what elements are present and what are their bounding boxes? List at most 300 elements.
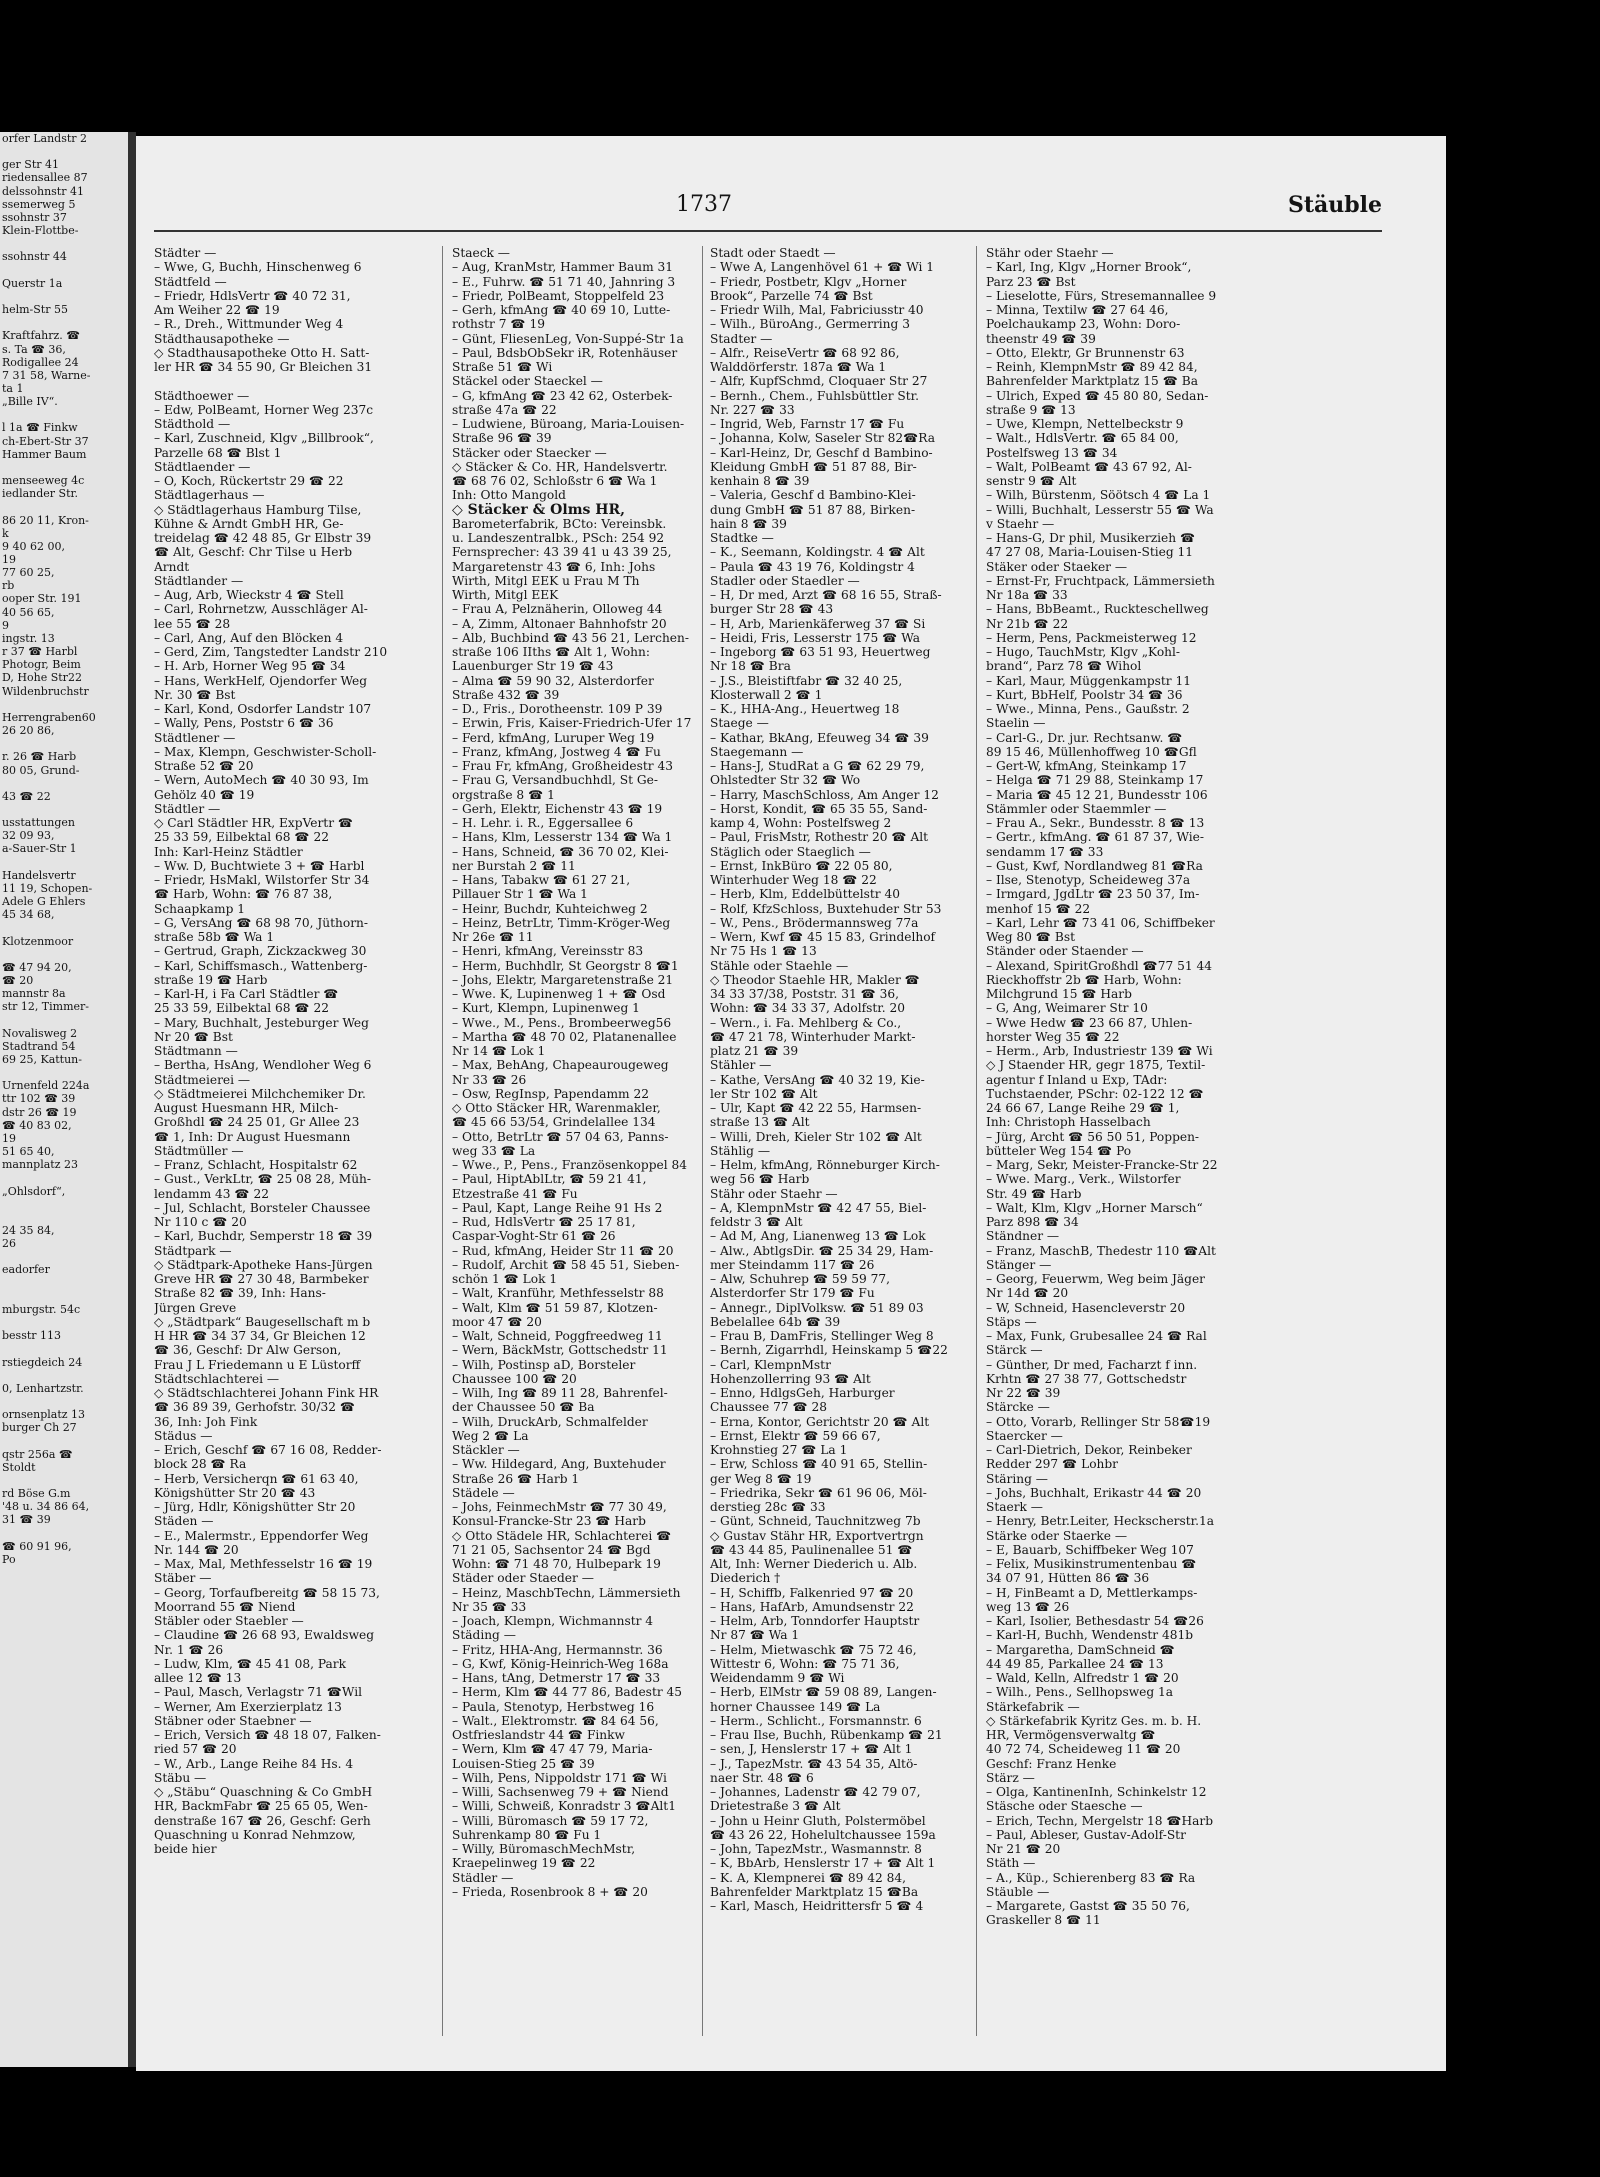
left-page-line: Adele G Ehlers [2,895,86,909]
directory-entry-line: Nr. 227 ☎ 33 [710,402,795,417]
directory-entry-line: kenhain 8 ☎ 39 [710,474,810,488]
left-page-line: ☎ 20 [2,974,34,987]
left-page-line: 31 ☎ 39 [2,1513,51,1527]
left-page-line [0,1474,128,1487]
left-page-line [0,1316,128,1329]
left-page-line: Po [2,1552,16,1566]
directory-entry-line: Parz 898 ☎ 34 [986,1215,1079,1229]
directory-entry-line: – K, BbArb, Henslerstr 17 + ☎ Alt 1 [710,1856,936,1871]
column-divider [976,246,977,2036]
left-page-line: 26 20 86, [2,724,55,738]
name-heading: Städtmann — [154,1044,238,1058]
directory-entry-line: – John, TapezMstr., Wasmannstr. 8 [710,1842,922,1856]
directory-entry-line: ☎ 43 44 85, Paulinenallee 51 ☎ [710,1542,913,1557]
directory-entry-line: – Bernh, Zigarrhdl, Heinskamp 5 ☎22 [710,1343,948,1358]
directory-entry-line: Straße 432 ☎ 39 [452,687,560,702]
left-page-line [0,237,128,250]
left-page-line: Querstr 1a [2,276,63,290]
directory-entry-line: – Wilh., BüroAng., Germerring 3 [710,317,910,332]
directory-entry-line: lendamm 43 ☎ 22 [154,1186,269,1201]
directory-entry-line: – Kathar, BkAng, Efeuweg 34 ☎ 39 [710,730,929,745]
left-page-line: ☎ 40 83 02, [2,1118,72,1132]
name-heading: Stänger — [986,1257,1052,1272]
directory-entry-line: – J.S., Bleistiftfabr ☎ 32 40 25, [710,673,903,688]
directory-entry-line: – Kurt, BbHelf, Poolstr 34 ☎ 36 [986,687,1183,702]
name-heading: Stärcke — [986,1400,1050,1415]
directory-entry-line: – Alw, Schuhrep ☎ 59 59 77, [710,1272,891,1286]
directory-entry-line: – Alma ☎ 59 90 32, Alsterdorfer [452,673,654,688]
directory-entry-line: Rieckhoffstr 2b ☎ Harb, Wohn: [986,972,1182,987]
directory-entry-line: – Max, Mal, Methfesselstr 16 ☎ 19 [154,1557,373,1571]
left-page-line [0,777,128,790]
left-page-line: ttr 102 ☎ 39 [2,1092,76,1106]
left-page-line: Hammer Baum [2,447,87,461]
directory-entry-line: Alsterdorfer Str 179 ☎ Fu [710,1286,875,1301]
directory-entry-line: – G, VersAng ☎ 68 98 70, Jüthorn- [154,915,369,930]
directory-entry-line: weg 13 ☎ 26 [986,1599,1070,1614]
directory-entry-line: – Wern, AutoMech ☎ 40 30 93, Im [154,773,369,788]
directory-entry-line: straße 13 ☎ Alt [710,1115,810,1130]
directory-entry-line: – Erich, Techn, Mergelstr 18 ☎Harb [986,1813,1214,1828]
directory-entry-line: – E., Fuhrw. ☎ 51 71 40, Jahnring 3 [452,274,676,289]
directory-entry-line: – Carl-G., Dr. jur. Rechtsanw. ☎ [986,730,1183,745]
directory-entry-line: 25 33 59, Eilbektal 68 ☎ 22 [154,1001,329,1016]
left-page-line: 77 60 25, [2,566,55,580]
name-heading: Stämmler oder Staemmler — [986,801,1167,816]
left-page-line: 19 [2,1131,16,1145]
directory-entry-line: ◇ Theodor Staehle HR, Makler ☎ [710,972,920,987]
directory-entry-line: 34 07 91, Hütten 86 ☎ 36 [986,1571,1150,1586]
directory-entry-line: treidelag ☎ 42 48 85, Gr Elbstr 39 [154,531,372,545]
directory-entry-line: – Karl, Zuschneid, Klgv „Billbrook“, [154,431,374,446]
directory-entry-line: – Ludw, Klm, ☎ 45 41 08, Park [154,1656,346,1671]
directory-entry-line: Straße 96 ☎ 39 [452,431,552,446]
directory-entry-line: Nr 14d ☎ 20 [986,1286,1069,1301]
directory-entry-line: Diederich † [710,1571,781,1586]
directory-entry-line: Kleidung GmbH ☎ 51 87 88, Bir- [710,459,917,474]
name-heading: Städtfeld — [154,274,227,289]
directory-entry-line: – Marg, Sekr, Meister-Francke-Str 22 [986,1158,1218,1172]
directory-entry-line: ◇ Städtschlachterei Johann Fink HR [154,1386,379,1400]
directory-entry-line: – H. Arb, Horner Weg 95 ☎ 34 [154,659,346,674]
directory-entry-line: Barometerfabrik, BCto: Vereinsbk. [452,516,667,531]
column-divider [702,246,703,2036]
name-heading: Stähle oder Staehle — [710,958,849,973]
directory-entry-line: 71 21 05, Sachsentor 24 ☎ Bgd [452,1542,651,1557]
directory-entry-line: – Ingeborg ☎ 63 51 93, Heuertweg [710,645,931,659]
directory-entry-line: 40 72 74, Scheideweg 11 ☎ 20 [986,1742,1181,1757]
directory-entry-line: Wirth, Mitgl EEK [452,588,559,602]
left-page-line [0,948,128,961]
left-page-line: mburgstr. 54c [2,1302,81,1316]
name-heading: Staelin — [986,716,1046,731]
directory-entry-line: Caspar-Voght-Str 61 ☎ 26 [452,1229,616,1244]
directory-entry-line: Straße 52 ☎ 20 [154,759,254,773]
directory-entry-line: Tuchstaender, PSchr: 02-122 12 ☎ [986,1086,1204,1101]
left-page-line: a-Sauer-Str 1 [2,842,77,856]
directory-entry-line: ◇ Städtmeierei Milchchemiker Dr. [154,1086,366,1101]
directory-entry-line: – Walt, Schneid, Poggfreedweg 11 [452,1329,663,1343]
directory-entry-line: – Jürg, Hdlr, Königshütter Str 20 [154,1500,356,1514]
directory-entry-line: – Frau A., Sekr., Bundesstr. 8 ☎ 13 [986,816,1205,830]
directory-entry-line: – Harry, MaschSchloss, Am Anger 12 [710,787,939,802]
directory-entry-line: – Paula ☎ 43 19 76, Koldingstr 4 [710,559,915,574]
directory-entry-line: – Gerh, kfmAng ☎ 40 69 10, Lutte- [452,303,671,317]
column-2 [452,246,737,1899]
name-heading: Städtpark — [154,1243,232,1258]
directory-entry-line: Nr. 30 ☎ Bst [154,687,236,702]
directory-entry-line: – Aug, Arb, Wieckstr 4 ☎ Stell [154,588,344,602]
directory-entry-line: – Walt., HdlsVertr. ☎ 65 84 00, [986,431,1179,446]
directory-entry-line: theenstr 49 ☎ 39 [986,331,1096,346]
directory-entry-line: Nr 87 ☎ Wa 1 [710,1628,800,1643]
directory-entry-line: – Hans, tAng, Detmerstr 17 ☎ 33 [452,1671,661,1685]
directory-entry-line: Wittestr 6, Wohn: ☎ 75 71 36, [710,1656,900,1671]
name-heading: Städtmeierei — [154,1072,251,1087]
directory-entry-line: – A, Zimm, Altonaer Bahnhofstr 20 [452,616,667,631]
name-heading: Städthausapotheke — [154,331,290,346]
left-page-line: '48 u. 34 86 64, [2,1500,90,1514]
directory-entry-line: – Wwe., P., Pens., Französenkoppel 84 [452,1158,687,1172]
directory-entry-line: – Fritz, HHA-Ang, Hermannstr. 36 [452,1642,663,1657]
directory-entry-line: – Wwe A, Langenhövel 61 + ☎ Wi 1 [710,260,935,275]
name-heading: Städthold — [154,417,231,431]
directory-entry-line: Quaschning u Konrad Nehmzow, [154,1827,356,1842]
directory-entry-line: – Wilh, Postinsp aD, Borsteler [452,1357,636,1372]
directory-entry-line: Nr 18a ☎ 33 [986,588,1068,602]
directory-entry-line: – Johs, Elektr, Margaretenstraße 21 [452,972,674,987]
directory-entry-line: – Walt, Kranführ, Methfesselstr 88 [452,1286,664,1301]
directory-entry-line: Parz 23 ☎ Bst [986,274,1076,289]
name-heading: Stäckel oder Staeckel — [452,374,603,389]
directory-entry-line: Nr 35 ☎ 33 [452,1599,527,1614]
name-heading: Stäsche oder Staesche — [986,1799,1143,1814]
directory-entry-line: – Gert-W, kfmAng, Steinkamp 17 [986,759,1187,773]
directory-entry-line: Schaapkamp 1 [154,901,245,916]
directory-entry-line: Arndt [154,559,190,574]
directory-entry-line: – sen, J, Henslerstr 17 + ☎ Alt 1 [710,1742,913,1757]
directory-entry-line: Chaussee 77 ☎ 28 [710,1400,828,1415]
left-page-line: dstr 26 ☎ 19 [2,1105,77,1119]
directory-entry-line: – Ilse, Stenotyp, Scheideweg 37a [986,873,1191,887]
left-page-line [0,737,128,750]
directory-entry-line: 47 27 08, Maria-Louisen-Stieg 11 [986,545,1194,560]
directory-entry-line: – Willi, Büromasch ☎ 59 17 72, [452,1813,649,1828]
left-page-line: ssohnstr 37 [2,210,67,224]
directory-entry-line: – Wern, Klm ☎ 47 47 79, Maria- [452,1742,653,1757]
directory-entry-line: dung GmbH ☎ 51 87 88, Birken- [710,502,916,517]
directory-entry-line: Inh: Karl-Heinz Städtler [154,844,303,859]
directory-entry-line: – Hans, Tabakw ☎ 61 27 21, [452,873,631,887]
directory-entry-line: – H, Schiffb, Falkenried 97 ☎ 20 [710,1585,914,1600]
name-heading: Staercker — [986,1428,1063,1443]
directory-entry-line: – Johs, FeinmechMstr ☎ 77 30 49, [452,1500,667,1514]
directory-entry-line: Straße 82 ☎ 39, Inh: Hans- [154,1286,326,1301]
directory-entry-line: – Erwin, Fris, Kaiser-Friedrich-Ufer 17 [452,716,692,731]
left-page-line: ☎ 47 94 20, [2,960,72,974]
name-heading: Stäker oder Staeker — [986,559,1128,574]
directory-entry-line: – Herm., Schlicht., Forsmannstr. 6 [710,1713,922,1728]
left-page-line: usstattungen [2,816,75,830]
directory-entry-line: – Johs, Buchhalt, Erikastr 44 ☎ 20 [986,1485,1202,1500]
directory-entry-line: Louisen-Stieg 25 ☎ 39 [452,1756,595,1771]
directory-entry-line: mer Steindamm 117 ☎ 26 [710,1257,875,1272]
directory-entry-line: 24 66 67, Lange Reihe 29 ☎ 1, [986,1101,1180,1115]
directory-entry-line: ◇ Stadthausapotheke Otto H. Satt- [154,345,370,360]
left-page-line [0,1171,128,1184]
directory-entry-line: kamp 4, Wohn: Postelfsweg 2 [710,816,892,830]
left-page-line [0,290,128,303]
directory-entry-line: – Karl, Kond, Osdorfer Landstr 107 [154,702,372,716]
directory-entry-line: – Friedrika, Sekr ☎ 61 96 06, Möl- [710,1485,927,1500]
directory-entry-line: – Franz, kfmAng, Jostweg 4 ☎ Fu [452,744,661,759]
left-page-line: ta 1 [2,381,24,395]
directory-entry-line: – H. Lehr. i. R., Eggersallee 6 [452,816,634,830]
directory-entry-line: – Ulr, Kapt ☎ 42 22 55, Harmsen- [710,1101,922,1115]
left-page-line [0,145,128,158]
directory-entry-line: – W., Pens., Brödermannsweg 77a [710,915,919,930]
directory-entry-line: ◇ Otto Städele HR, Schlachterei ☎ [452,1528,672,1543]
left-page-line: ☎ 60 91 96, [2,1539,72,1553]
directory-entry-line: rothstr 7 ☎ 19 [452,317,545,332]
left-page-line: helm-Str 55 [2,303,68,317]
directory-entry-line: – G, Kwf, König-Heinrich-Weg 168a [452,1656,669,1671]
directory-entry-line: – E, Bauarb, Schiffbeker Weg 107 [986,1542,1194,1557]
directory-entry-line: Lauenburger Str 19 ☎ 43 [452,659,614,674]
directory-entry-line: Am Weiher 22 ☎ 19 [154,303,280,317]
directory-entry-line: ☎ Alt, Geschf: Chr Tilse u Herb [154,545,353,560]
left-page-line: delssohnstr 41 [2,184,84,198]
directory-entry-line: – Carl, Rohrnetzw, Ausschläger Al- [154,602,368,617]
left-page-line: 40 56 65, [2,605,55,619]
directory-entry-line: ☎ 45 66 53/54, Grindelallee 134 [452,1115,656,1130]
left-page-line: 86 20 11, Kron- [2,513,89,527]
left-page-line: Photogr, Beim [2,658,81,672]
directory-entry-line: H HR ☎ 34 37 34, Gr Bleichen 12 [154,1329,366,1343]
left-page-line: 19 [2,553,16,566]
directory-entry-line: Walddörferstr. 187a ☎ Wa 1 [710,360,887,374]
directory-entry-line: – Heinz, BetrLtr, Timm-Kröger-Weg [452,915,671,930]
directory-entry-line: – Wilh, DruckArb, Schmalfelder [452,1414,648,1429]
left-page-line: 7 31 58, Warne- [2,368,91,382]
name-heading: Staege — [710,716,769,731]
left-page-line: str 12, Timmer- [2,1000,90,1014]
name-heading: Städer oder Staeder — [452,1571,594,1586]
directory-entry-line: moor 47 ☎ 20 [452,1314,542,1329]
directory-entry-line: Margaretenstr 43 ☎ 6, Inh: Johs [452,559,656,574]
directory-entry-line: – Wern, Kwf ☎ 45 15 83, Grindelhof [710,930,936,944]
directory-entry-line: – Edw, PolBeamt, Horner Weg 237c [154,402,374,417]
directory-entry-line: – Alw., AbtlgsDir. ☎ 25 34 29, Ham- [710,1243,934,1258]
running-head: Stäuble [1287,192,1382,218]
directory-entry-line: – Ernst, InkBüro ☎ 22 05 80, [710,858,893,873]
column-1 [154,246,439,1856]
name-heading: Ständner — [986,1229,1060,1244]
directory-entry-line: ☎ 43 26 22, Hohelultchaussee 159a [710,1827,936,1842]
left-page-line: Wildenbruchstr [2,684,89,698]
directory-entry-line: Wohn: ☎ 34 33 37, Adolfstr. 20 [710,1001,906,1016]
name-heading: Stäcker oder Staecker — [452,445,607,460]
directory-entry-line: – Paul, BdsbObSekr iR, Rotenhäuser [452,345,678,360]
directory-entry-line: Weidendamm 9 ☎ Wi [710,1671,845,1685]
left-page-line: menseeweg 4c [2,474,85,488]
directory-entry-line: Moorrand 55 ☎ Niend [154,1599,296,1614]
left-page-line [0,921,128,934]
directory-entry-line: Nr 22 ☎ 39 [986,1386,1061,1400]
left-page-line: 0, Lenhartzstr. [2,1381,84,1395]
directory-entry-line: – Otto, BetrLtr ☎ 57 04 63, Panns- [452,1129,669,1144]
directory-entry-line: – Ulrich, Exped ☎ 45 80 80, Sedan- [986,388,1209,403]
directory-entry-line: – Walt., Elektromstr. ☎ 84 64 56, [452,1713,659,1728]
directory-entry-line: August Huesmann HR, Milch- [154,1101,339,1115]
page-header [136,192,1446,226]
directory-entry-line: – Herm, Klm ☎ 44 77 86, Badestr 45 [452,1685,683,1700]
directory-entry-line: Jürgen Greve [154,1300,237,1315]
directory-entry-line: – Werner, Am Exerzierplatz 13 [154,1699,342,1714]
directory-entry-line: – Walt, Klm, Klgv „Horner Marsch“ [986,1200,1203,1215]
directory-entry-line: – Paul, HiptAblLtr, ☎ 59 21 41, [452,1172,647,1187]
name-heading: Stäckler — [452,1443,520,1457]
column-divider [442,246,443,2036]
directory-entry-line: – Carl, Ang, Auf den Blöcken 4 [154,630,344,645]
directory-entry-line: horner Chaussee 149 ☎ La [710,1699,881,1714]
directory-entry-line: Krohnstieg 27 ☎ La 1 [710,1443,848,1457]
directory-entry-line: Chaussee 100 ☎ 20 [452,1371,577,1386]
column-4 [986,246,1271,1928]
directory-entry-line: sendamm 17 ☎ 33 [986,844,1104,859]
directory-entry-line: straße 19 ☎ Harb [154,972,268,987]
directory-entry-line: – Alfr, KupfSchmd, Cloquaer Str 27 [710,374,928,389]
directory-entry-line: ◇ Stäcker & Olms HR, [452,502,626,517]
directory-entry-line: – Lieselotte, Fürs, Stresemannallee 9 [986,288,1217,303]
directory-entry-line: – Joach, Klempn, Wichmannstr 4 [452,1614,654,1628]
directory-entry-line: – Hans, WerkHelf, Ojendorfer Weg [154,673,367,688]
left-page-line: 9 [2,618,9,632]
directory-entry-line: burger Str 28 ☎ 43 [710,602,834,617]
directory-entry-line: – Osw, RegInsp, Papendamm 22 [452,1086,649,1101]
directory-entry-line: ◇ Stärkefabrik Kyritz Ges. m. b. H. [986,1713,1202,1728]
directory-entry-line: – Karl, Lehr ☎ 73 41 06, Schiffbeker [986,915,1215,930]
directory-entry-line: – Henri, kfmAng, Vereinsstr 83 [452,944,644,959]
directory-entry-line: – John u Heinr Gluth, Polstermöbel [710,1813,926,1828]
left-page-line: Stadtrand 54 [2,1039,76,1053]
directory-entry-line: – Frau B, DamFris, Stellinger Weg 8 [710,1329,934,1343]
directory-entry-line: agentur f Inland u Exp, TAdr: [986,1072,1168,1087]
left-page-line: ooper Str. 191 [2,592,82,606]
directory-entry-line: – Karl, Maur, Müggenkampstr 11 [986,673,1192,688]
directory-entry-line: – Friedr Wilh, Mal, Fabriciusstr 40 [710,303,924,317]
directory-entry-line: ☎ Harb, Wohn: ☎ 76 87 38, [154,887,333,902]
directory-entry-line: – Valeria, Geschf d Bambino-Klei- [710,488,916,503]
directory-entry-line: ◇ Städtpark-Apotheke Hans-Jürgen [154,1257,373,1272]
directory-entry-line: – Martha ☎ 48 70 02, Platanenallee [452,1029,677,1044]
directory-entry-line: – Herb, ElMstr ☎ 59 08 89, Langen- [710,1685,937,1700]
directory-entry-line: – Ernst, Elektr ☎ 59 66 67, [710,1428,881,1443]
directory-entry-line: ☎ 68 76 02, Schloßstr 6 ☎ Wa 1 [452,474,658,488]
directory-entry-line: Nr 21 ☎ 20 [986,1842,1061,1856]
directory-entry-line: – Gust, Kwf, Nordlandweg 81 ☎Ra [986,858,1203,873]
name-heading: Städtlaender — [154,459,251,474]
name-heading: Städus — [154,1428,213,1443]
directory-entry-line: – Carl-Dietrich, Dekor, Reinbeker [986,1443,1192,1457]
directory-entry-line: – Horst, Kondit, ☎ 65 35 55, Sand- [710,801,928,816]
directory-entry-line: – Otto, Vorarb, Rellinger Str 58☎19 [986,1414,1211,1429]
name-heading: Stadter — [710,331,773,346]
directory-entry-line: Nr 20 ☎ Bst [154,1029,233,1044]
directory-entry-line: – Jürg, Archt ☎ 56 50 51, Poppen- [986,1129,1200,1144]
directory-entry-line: Parzelle 68 ☎ Blst 1 [154,445,282,460]
left-page-line [0,1013,128,1026]
left-page-line: Kraftfahrz. ☎ [2,329,80,343]
left-page-line: ssemerweg 5 [2,197,76,211]
directory-entry-line: ner Burstah 2 ☎ 11 [452,858,576,873]
directory-entry-line: Frau J L Friedemann u E Lüstorff [154,1357,361,1372]
directory-entry-line: – Reinh, KlempnMstr ☎ 89 42 84, [986,360,1198,374]
directory-entry-line: straße 58b ☎ Wa 1 [154,930,275,944]
directory-entry-line: Nr. 1 ☎ 26 [154,1642,224,1657]
directory-entry-line: – Karl, Buchdr, Semperstr 18 ☎ 39 [154,1229,373,1244]
directory-entry-line: schön 1 ☎ Lok 1 [452,1272,558,1286]
left-page-line: 24 35 84, [2,1223,55,1237]
directory-entry-line: – Hans, Klm, Lesserstr 134 ☎ Wa 1 [452,830,673,845]
directory-entry-line: – Walt, PolBeamt ☎ 43 67 92, Al- [986,459,1192,474]
directory-entry-line: HR, Vermögensverwaltg ☎ [986,1728,1156,1742]
directory-entry-line: ger Weg 8 ☎ 19 [710,1471,812,1486]
directory-entry-line: straße 106 IIths ☎ Alt 1, Wohn: [452,645,650,659]
directory-entry-line: – Herm., Arb, Industriestr 139 ☎ Wi [986,1044,1213,1058]
name-heading: Städen — [154,1514,214,1529]
directory-entry-line: – K. A, Klempnerei ☎ 89 42 84, [710,1870,907,1885]
directory-entry-line: Weg 2 ☎ La [452,1428,529,1443]
directory-entry-line: – Gerd, Zim, Tangstedter Landstr 210 [154,645,388,659]
directory-entry-line: Nr 18 ☎ Bra [710,659,791,674]
left-page-line [0,1211,128,1224]
directory-entry-line: – Frau Fr, kfmAng, Großheidestr 43 [452,759,673,773]
directory-entry-line: bütteler Weg 154 ☎ Po [986,1143,1132,1158]
directory-entry-line: platz 21 ☎ 39 [710,1044,799,1058]
directory-entry-line: – Minna, Textilw ☎ 27 64 46, [986,303,1169,317]
directory-entry-line: ler HR ☎ 34 55 90, Gr Bleichen 31 [154,360,373,374]
directory-entry-line: – Rolf, KfzSchloss, Buxtehuder Str 53 [710,901,942,916]
directory-entry-line: – Herm, Buchhdlr, St Georgstr 8 ☎1 [452,958,679,973]
directory-entry-line: – W, Schneid, Hasencleverstr 20 [986,1300,1186,1315]
left-page-line: burger Ch 27 [2,1421,77,1435]
directory-entry-line: 44 49 85, Parkallee 24 ☎ 13 [986,1656,1164,1671]
directory-entry-line: – Willy, BüromaschMechMstr, [452,1842,636,1856]
directory-entry-line: senstr 9 ☎ Alt [986,474,1077,488]
column-3 [710,246,995,1913]
directory-entry-line: Nr 110 c ☎ 20 [154,1215,247,1229]
left-page-line [0,1527,128,1540]
left-page-line: mannstr 8a [2,987,66,1001]
directory-entry-line: – Wilh, Bürstenm, Söötsch 4 ☎ La 1 [986,488,1211,503]
name-heading: Staegemann — [710,744,804,759]
directory-entry-line: – A, KlempnMstr ☎ 42 47 55, Biel- [710,1200,927,1215]
directory-entry-line: – Otto, Elektr, Gr Brunnenstr 63 [986,345,1185,360]
directory-entry-line: Kühne & Arndt GmbH HR, Ge- [154,516,344,531]
left-page-line [0,856,128,869]
directory-entry-line: – Wwe Hedw ☎ 23 66 87, Uhlen- [986,1015,1193,1030]
directory-entry-line: – Annegr., DiplVolksw. ☎ 51 89 03 [710,1300,924,1315]
directory-entry-line: Ohlstedter Str 32 ☎ Wo [710,773,861,788]
directory-entry-line: – Rud, HdlsVertr ☎ 25 17 81, [452,1215,636,1229]
directory-entry-line: lee 55 ☎ 28 [154,616,231,631]
directory-entry-line: – Bernh., Chem., Fuhlsbüttler Str. [710,388,920,403]
name-heading: Städtler — [154,801,221,816]
name-heading: Städing — [452,1628,516,1643]
left-page-line: qstr 256a ☎ [2,1447,73,1461]
directory-entry-line: – Ferd, kfmAng, Luruper Weg 19 [452,730,655,745]
